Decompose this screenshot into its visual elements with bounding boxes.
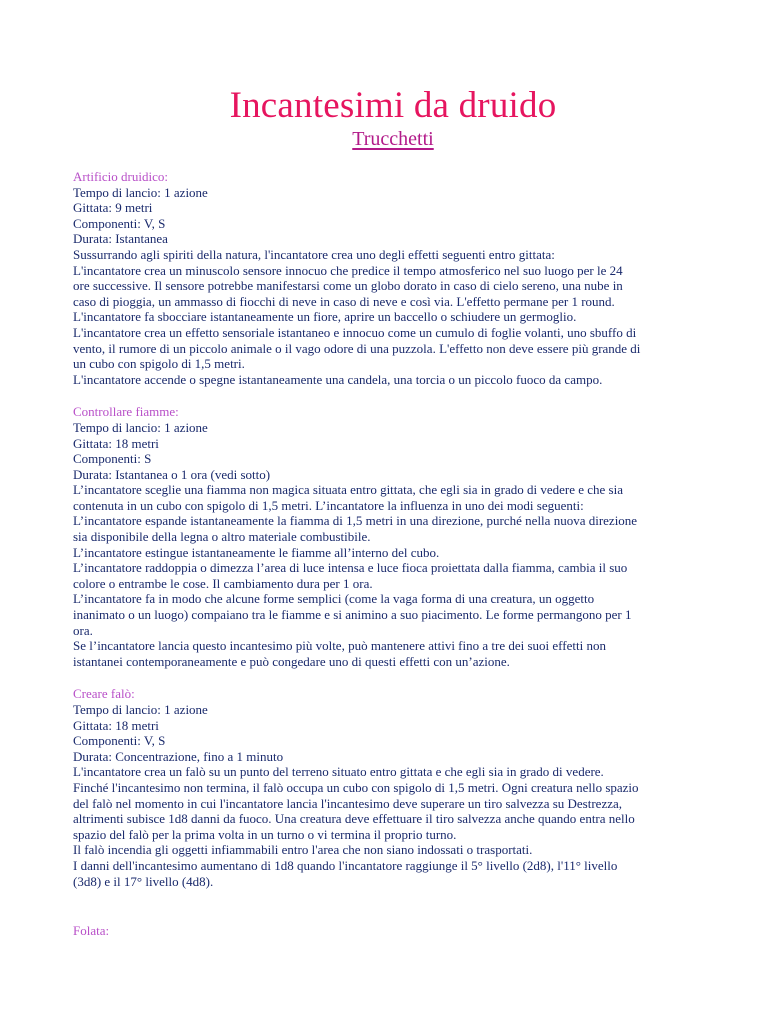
section-subtitle: Trucchetti <box>352 128 434 150</box>
spell-line: caso di pioggia, un ammasso di fiocchi di neve in caso di neve e così via. L'effetto permane per 1 round. <box>73 293 615 309</box>
spell-name: Creare falò: <box>73 686 135 702</box>
spell-line: Componenti: V, S <box>73 215 166 231</box>
spell-line: L’incantatore espande istantaneamente la fiamma di 1,5 metri in una direzione, purché nella nuova direzione <box>73 513 638 529</box>
spell-line: contenuta in un cubo con spigolo di 1,5 metri. L’incantatore la influenza in uno dei modi seguenti: <box>73 497 584 513</box>
spell-name: Folata: <box>73 923 110 939</box>
spell-line: L’incantatore estingue istantaneamente le fiamme all’interno del cubo. <box>73 544 440 560</box>
spell-line: Durata: Istantanea o 1 ora (vedi sotto) <box>73 466 271 482</box>
spell-line: Finché l'incantesimo non termina, il falò occupa un cubo con spigolo di 1,5 metri. Ogni creatura nello spazio <box>73 779 639 795</box>
spell-line: Componenti: S <box>73 451 152 467</box>
spell-line: Gittata: 18 metri <box>73 435 159 451</box>
spacer <box>73 906 713 923</box>
spell-line: L'incantatore fa sbocciare istantaneamente un fiore, aprire un baccello o schiudere un germoglio. <box>73 309 577 325</box>
spell-line: I danni dell'incantesimo aumentano di 1d8 quando l'incantatore raggiunge il 5° livello (2d8), l'11° livello <box>73 857 618 873</box>
spell-line: Durata: Concentrazione, fino a 1 minuto <box>73 748 284 764</box>
spell-line: L'incantatore crea un minuscolo sensore innocuo che predice il tempo atmosferico nel suo luogo per le 24 <box>73 262 623 278</box>
spell-line: Tempo di lancio: 1 azione <box>73 184 208 200</box>
spell-line: Sussurrando agli spiriti della natura, l'incantatore crea uno degli effetti seguenti entro gittata: <box>73 246 555 262</box>
spell-line: Gittata: 9 metri <box>73 200 153 216</box>
spell-name: Controllare fiamme: <box>73 404 179 420</box>
spell-line: ore successive. Il sensore potrebbe manifestarsi come un globo dorato in caso di cielo sereno, una nube in <box>73 278 623 294</box>
spell-line: istantanei contemporaneamente e può congedare uno di questi effetti con un’azione. <box>73 653 510 669</box>
spell-line: Tempo di lancio: 1 azione <box>73 419 208 435</box>
document-title: Incantesimi da druido <box>229 85 557 126</box>
spell-block <box>73 404 713 669</box>
spell-block <box>73 169 713 387</box>
spell-line: un cubo con spigolo di 1,5 metri. <box>73 356 245 372</box>
spell-line: L'incantatore crea un effetto sensoriale istantaneo e innocuo come un cumulo di foglie volanti, uno sbuffo di <box>73 324 637 340</box>
spell-line: (3d8) e il 17° livello (4d8). <box>73 873 214 889</box>
spell-line: spazio del falò per la prima volta in un turno o vi termina il proprio turno. <box>73 826 457 842</box>
spell-name: Artificio druidico: <box>73 169 168 184</box>
spell-line: del falò nel momento in cui l'incantatore lancia l'incantesimo deve superare un tiro salvezza su Destrezza, <box>73 795 623 811</box>
spell-line: L’incantatore sceglie una fiamma non magica situata entro gittata, che egli sia in grado di vedere e che sia <box>73 482 623 498</box>
spell-line: L’incantatore fa in modo che alcune forme semplici (come la vaga forma di una creatura, un oggetto <box>73 591 595 607</box>
spell-line: L'incantatore accende o spegne istantaneamente una candela, una torcia o un piccolo fuoco da campo. <box>73 371 603 387</box>
spell-line: colore o entrambe le cose. Il cambiamento dura per 1 ora. <box>73 575 373 591</box>
spell-line: Se l’incantatore lancia questo incantesimo più volte, può mantenere attivi fino a tre dei suoi effetti non <box>73 638 606 654</box>
spell-line: L'incantatore crea un falò su un punto del terreno situato entro gittata e che egli sia in grado di vedere. <box>73 764 604 780</box>
spell-line: L’incantatore raddoppia o dimezza l’area di luce intensa e luce fioca proiettata dalla fiamma, cambia il suo <box>73 560 628 576</box>
spell-line: Gittata: 18 metri <box>73 717 159 733</box>
spell-line: Componenti: V, S <box>73 733 166 749</box>
spell-line: Tempo di lancio: 1 azione <box>73 702 208 717</box>
spell-line: inanimato o un luogo) compaiano tra le fiamme e si animino a suo piacimento. Le forme permangono per 1 <box>73 607 632 623</box>
spell-line: Durata: Istantanea <box>73 231 168 247</box>
spell-line: ora. <box>73 622 93 638</box>
spell-line: sia disponibile della legna o altro materiale combustibile. <box>73 529 371 545</box>
spell-block <box>73 923 713 939</box>
document-page <box>73 82 713 956</box>
spell-line: vento, il rumore di un piccolo animale o il vago odore di una puzzola. L'effetto non deve essere più grande di <box>73 340 641 356</box>
spell-line: altrimenti subisce 1d8 danni da fuoco. Una creatura deve effettuare il tiro salvezza anche quando entra nello <box>73 811 635 827</box>
spell-line: Il falò incendia gli oggetti infiammabili entro l'area che non siano indossati o trasportati. <box>73 842 533 858</box>
spell-block <box>73 686 713 889</box>
